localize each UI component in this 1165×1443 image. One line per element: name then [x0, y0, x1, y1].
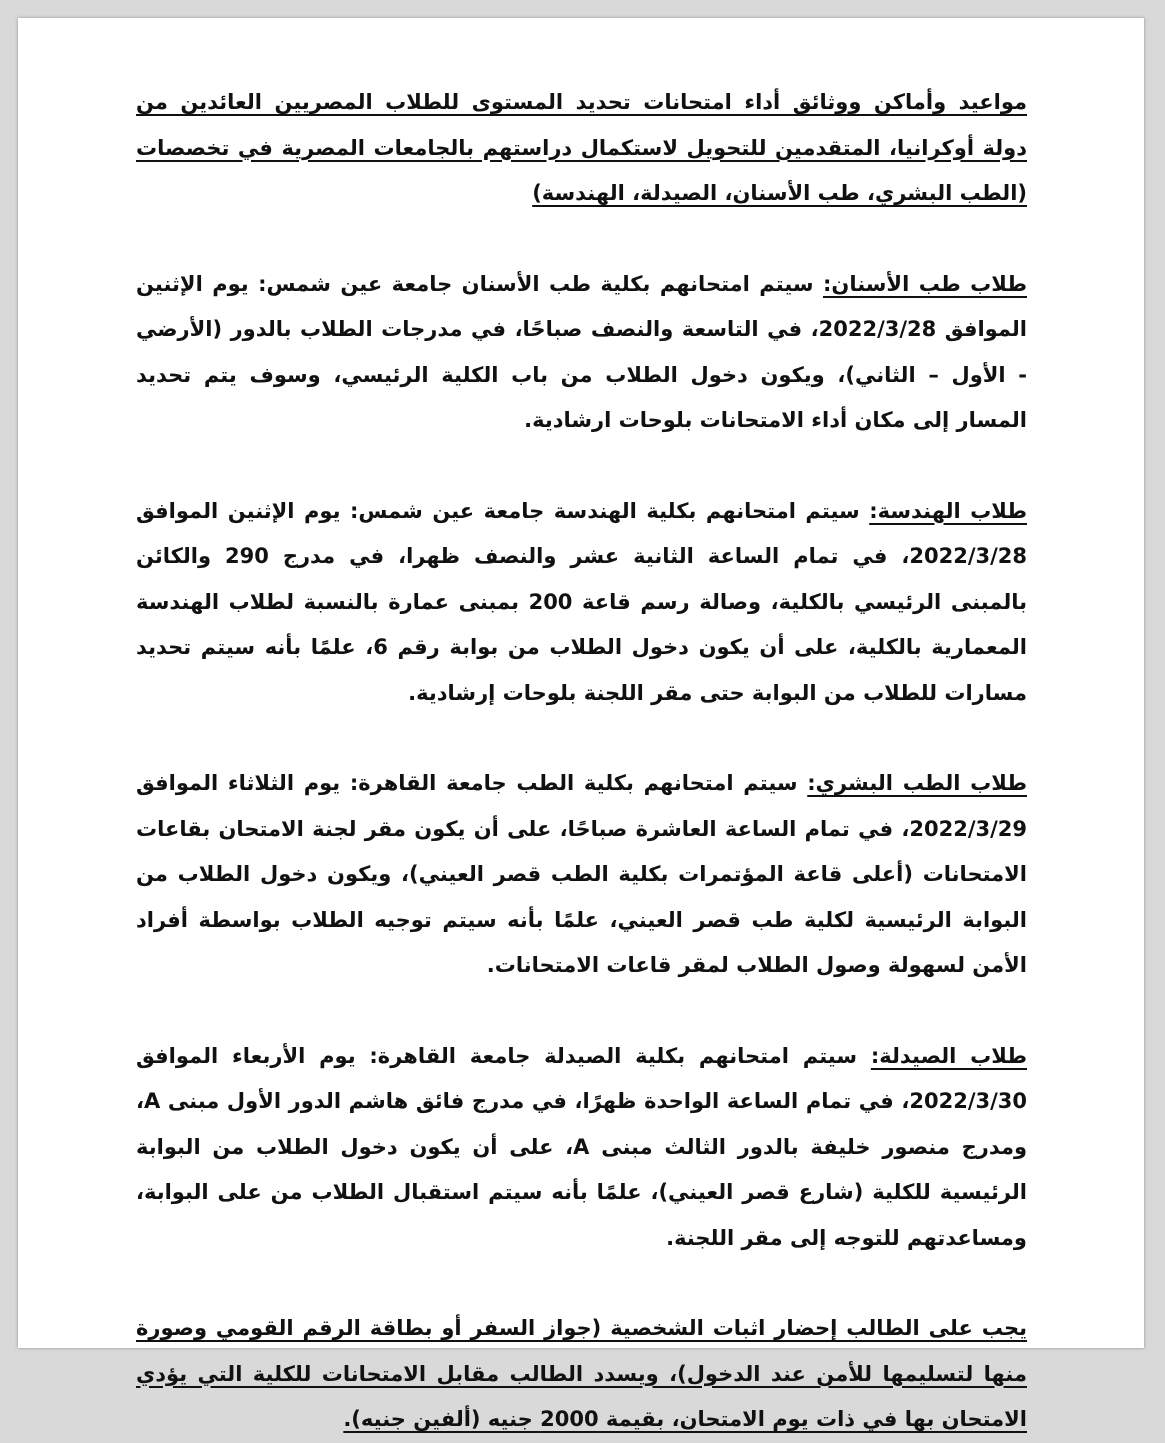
section-label-engineering: طلاب الهندسة: — [869, 498, 1028, 523]
document-body — [136, 80, 1027, 1443]
section-medicine — [136, 761, 1027, 989]
requirements-note: يجب على الطالب إحضار اثبات الشخصية (جواز السفر أو بطاقة الرقم القومي وصورة منها لتسليمها للأمن عند الدخول)، ويسدد الطالب مقابل الامتحانات للكلية التي يؤدي الامتحان بها في ذات يوم الامتحان، بقيمة 2000 جنيه (ألفين جنيه). — [136, 1316, 1027, 1431]
document-title: مواعيد وأماكن ووثائق أداء امتحانات تحديد المستوى للطلاب المصريين العائدين من دولة أوكرانيا، المتقدمين للتحويل لاستكمال دراستهم بالجامعات المصرية في تخصصات (الطب البشري، طب الأسنان، الصيدلة، الهندسة) — [136, 90, 1027, 205]
section-dentistry — [136, 262, 1027, 444]
section-pharmacy — [136, 1034, 1027, 1262]
document-page — [18, 18, 1144, 1431]
document-title-paragraph — [136, 80, 1027, 217]
requirements-note-paragraph — [136, 1306, 1027, 1443]
section-text-dentistry: سيتم امتحانهم بكلية طب الأسنان جامعة عين شمس: يوم الإثنين الموافق 2022/3/28، في التاسعة والنصف صباحًا، في مدرجات الطلاب بالدور (الأرضي - الأول – الثاني)، ويكون دخول الطلاب من باب الكلية الرئيسي، وسوف يتم تحديد المسار إلى مكان أداء الامتحانات بلوحات ارشادية. — [136, 271, 1027, 432]
section-text-engineering: سيتم امتحانهم بكلية الهندسة جامعة عين شمس: يوم الإثنين الموافق 2022/3/28، في تمام الساعة الثانية عشر والنصف ظهرا، في مدرج 290 والكائن بالمبنى الرئيسي بالكلية، وصالة رسم قاعة 200 بمبنى عمارة بالنسبة لطلاب الهندسة المعمارية بالكلية، على أن يكون دخول الطلاب من بوابة رقم 6، علمًا بأنه سيتم تحديد مسارات للطلاب من البوابة حتى مقر اللجنة بلوحات إرشادية. — [136, 498, 1027, 705]
section-label-medicine: طلاب الطب البشري: — [807, 771, 1028, 795]
section-text-medicine: سيتم امتحانهم بكلية الطب جامعة القاهرة: يوم الثلاثاء الموافق 2022/3/29، في تمام الساعة العاشرة صباحًا، على أن يكون مقر لجنة الامتحان بقاعات الامتحانات (أعلى قاعة المؤتمرات بكلية الطب قصر العيني)، ويكون دخول الطلاب من البوابة الرئيسية لكلية طب قصر العيني، علمًا بأنه سيتم توجيه الطلاب بواسطة أفراد الأمن لسهولة وصول الطلاب لمقر قاعات الامتحانات. — [136, 771, 1027, 977]
section-text-pharmacy: سيتم امتحانهم بكلية الصيدلة جامعة القاهرة: يوم الأربعاء الموافق 2022/3/30، في تمام الساعة الواحدة ظهرًا، في مدرج فائق هاشم الدور الأول مبنى A، ومدرج منصور خليفة بالدور الثالث مبنى A، على أن يكون دخول الطلاب من البوابة الرئيسية للكلية (شارع قصر العيني)، علمًا بأنه سيتم استقبال الطلاب من على البوابة، ومساعدتهم للتوجه إلى مقر اللجنة. — [136, 1043, 1028, 1250]
section-label-dentistry: طلاب طب الأسنان: — [823, 271, 1027, 296]
section-label-pharmacy: طلاب الصيدلة: — [870, 1043, 1027, 1068]
section-engineering — [136, 489, 1027, 717]
